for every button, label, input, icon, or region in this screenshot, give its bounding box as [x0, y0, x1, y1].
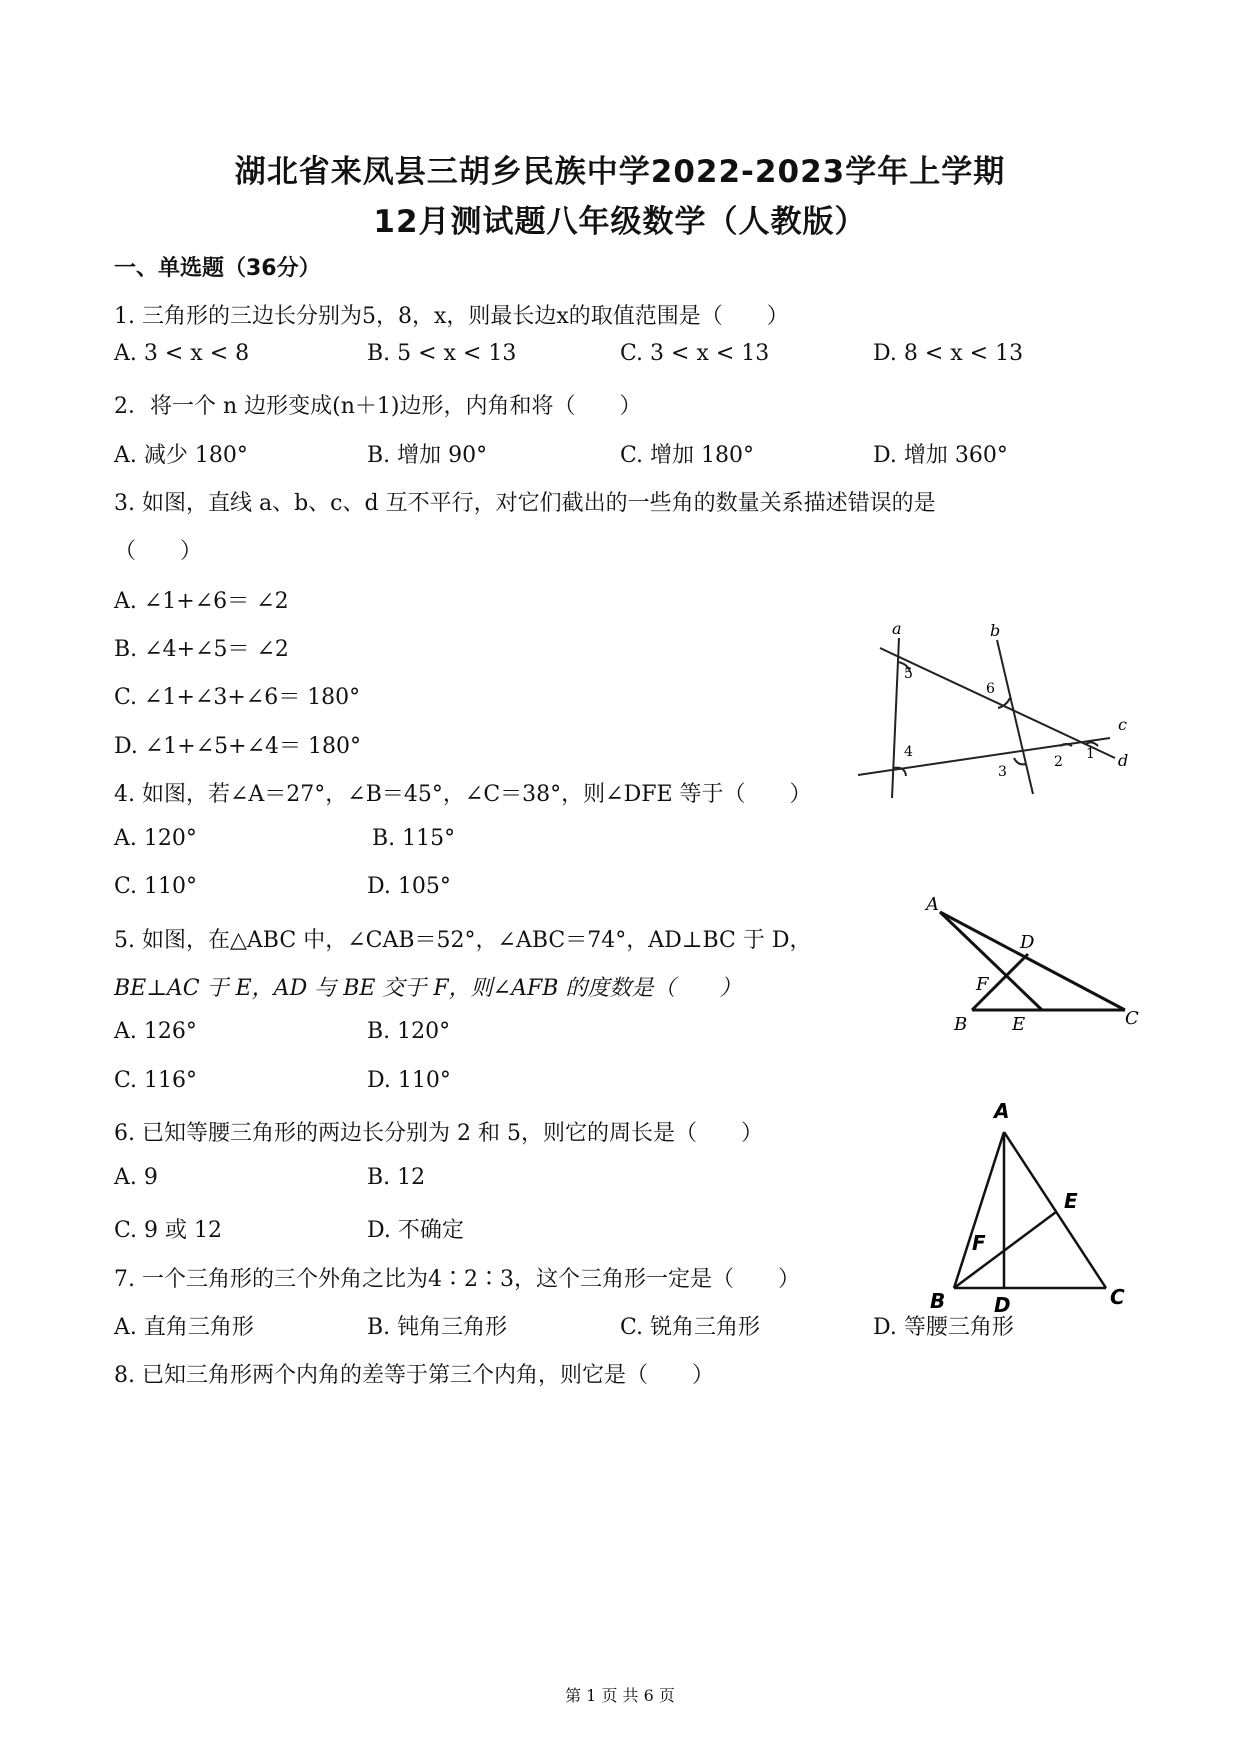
- q3-option-a: A. ∠1+∠6＝ ∠2: [114, 589, 289, 614]
- fig5-point-e: E: [1064, 1189, 1078, 1213]
- fig4-point-e: E: [1012, 1014, 1026, 1035]
- q2-option-d: D. 增加 360°: [873, 443, 1008, 468]
- fig3-angle-1: 1: [1086, 746, 1095, 762]
- q7-option-c: C. 锐角三角形: [620, 1315, 761, 1340]
- fig3-line-b: b: [990, 621, 1001, 640]
- fig5-point-f: F: [972, 1231, 986, 1255]
- q4-option-b: B. 115°: [372, 826, 456, 851]
- q6-option-b: B. 12: [367, 1165, 426, 1190]
- question-6-stem: 6. 已知等腰三角形的两边长分别为 2 和 5，则它的周长是（ ）: [114, 1121, 763, 1146]
- fig3-line-d: d: [1118, 751, 1129, 770]
- question-4-stem: 4. 如图，若∠A＝27°，∠B＝45°，∠C＝38°，则∠DFE 等于（ ）: [114, 782, 812, 807]
- fig3-angle-4: 4: [904, 744, 913, 760]
- fig3-angle-2: 2: [1054, 754, 1063, 770]
- question-3-stem-cont: （ ）: [114, 539, 203, 564]
- q1-option-a: A. 3 < x < 8: [114, 341, 250, 366]
- question-3-stem: 3. 如图，直线 a、b、c、d 互不平行，对它们截出的一些角的数量关系描述错误的是: [114, 491, 936, 516]
- fig5-point-d: D: [994, 1293, 1011, 1317]
- q7-option-d: D. 等腰三角形: [873, 1315, 1014, 1340]
- q5-option-b: B. 120°: [367, 1019, 451, 1044]
- fig4-point-c: C: [1125, 1008, 1139, 1029]
- q6-option-d: D. 不确定: [367, 1218, 464, 1243]
- page-footer: 第 1 页 共 6 页: [565, 1686, 675, 1705]
- question-5-stem-cont: BE⊥AC 于 E，AD 与 BE 交于 F，则∠AFB 的度数是（ ）: [114, 976, 742, 1001]
- fig5-point-a: A: [994, 1099, 1010, 1123]
- question-7-stem: 7. 一个三角形的三个外角之比为4∶2∶3，这个三角形一定是（ ）: [114, 1267, 800, 1292]
- figure-q4-triangle: [920, 890, 1150, 1040]
- doc-title-line1: 湖北省来凤县三胡乡民族中学2022-2023学年上学期: [234, 154, 1006, 190]
- q3-option-c: C. ∠1+∠3+∠6＝ 180°: [114, 685, 361, 710]
- fig4-point-a: A: [926, 894, 939, 915]
- q3-option-d: D. ∠1+∠5+∠4＝ 180°: [114, 734, 361, 759]
- fig4-point-b: B: [954, 1014, 968, 1035]
- q5-option-a: A. 126°: [114, 1019, 197, 1044]
- fig3-line-a: a: [892, 619, 902, 638]
- q7-option-a: A. 直角三角形: [114, 1315, 254, 1340]
- fig5-point-c: C: [1110, 1285, 1125, 1309]
- q5-option-d: D. 110°: [367, 1068, 451, 1093]
- question-8-stem: 8. 已知三角形两个内角的差等于第三个内角，则它是（ ）: [114, 1363, 714, 1388]
- q1-option-b: B. 5 < x < 13: [367, 341, 517, 366]
- fig3-angle-5: 5: [904, 666, 913, 682]
- section-heading: 一、单选题（36分）: [114, 256, 321, 281]
- q1-option-c: C. 3 < x < 13: [620, 341, 770, 366]
- fig3-line-c: c: [1118, 715, 1127, 734]
- fig3-angle-3: 3: [998, 764, 1007, 780]
- q1-option-d: D. 8 < x < 13: [873, 341, 1024, 366]
- question-1-stem: 1. 三角形的三边长分别为5，8，x，则最长边x的取值范围是（ ）: [114, 304, 789, 329]
- q7-option-b: B. 钝角三角形: [367, 1315, 508, 1340]
- fig5-point-b: B: [930, 1289, 946, 1313]
- q4-option-d: D. 105°: [367, 874, 451, 899]
- q3-option-b: B. ∠4+∠5＝ ∠2: [114, 637, 289, 662]
- fig4-point-f: F: [976, 974, 989, 995]
- doc-title-line2: 12月测试题八年级数学（人教版）: [373, 204, 867, 240]
- question-2-stem: 2．将一个 n 边形变成(n＋1)边形，内角和将（ ）: [114, 394, 642, 419]
- q2-option-a: A. 减少 180°: [114, 443, 248, 468]
- figure-q5-triangle: [920, 1090, 1160, 1320]
- q4-option-a: A. 120°: [114, 826, 197, 851]
- q6-option-a: A. 9: [114, 1165, 158, 1190]
- q2-option-c: C. 增加 180°: [620, 443, 755, 468]
- question-5-stem: 5. 如图，在△ABC 中，∠CAB＝52°，∠ABC＝74°，AD⊥BC 于 D，: [114, 928, 812, 953]
- q4-option-c: C. 110°: [114, 874, 198, 899]
- figure-q3-lines: [850, 618, 1140, 808]
- q2-option-b: B. 增加 90°: [367, 443, 488, 468]
- q5-option-c: C. 116°: [114, 1068, 198, 1093]
- fig3-angle-6: 6: [986, 681, 995, 697]
- fig4-point-d: D: [1020, 932, 1035, 953]
- q6-option-c: C. 9 或 12: [114, 1218, 223, 1243]
